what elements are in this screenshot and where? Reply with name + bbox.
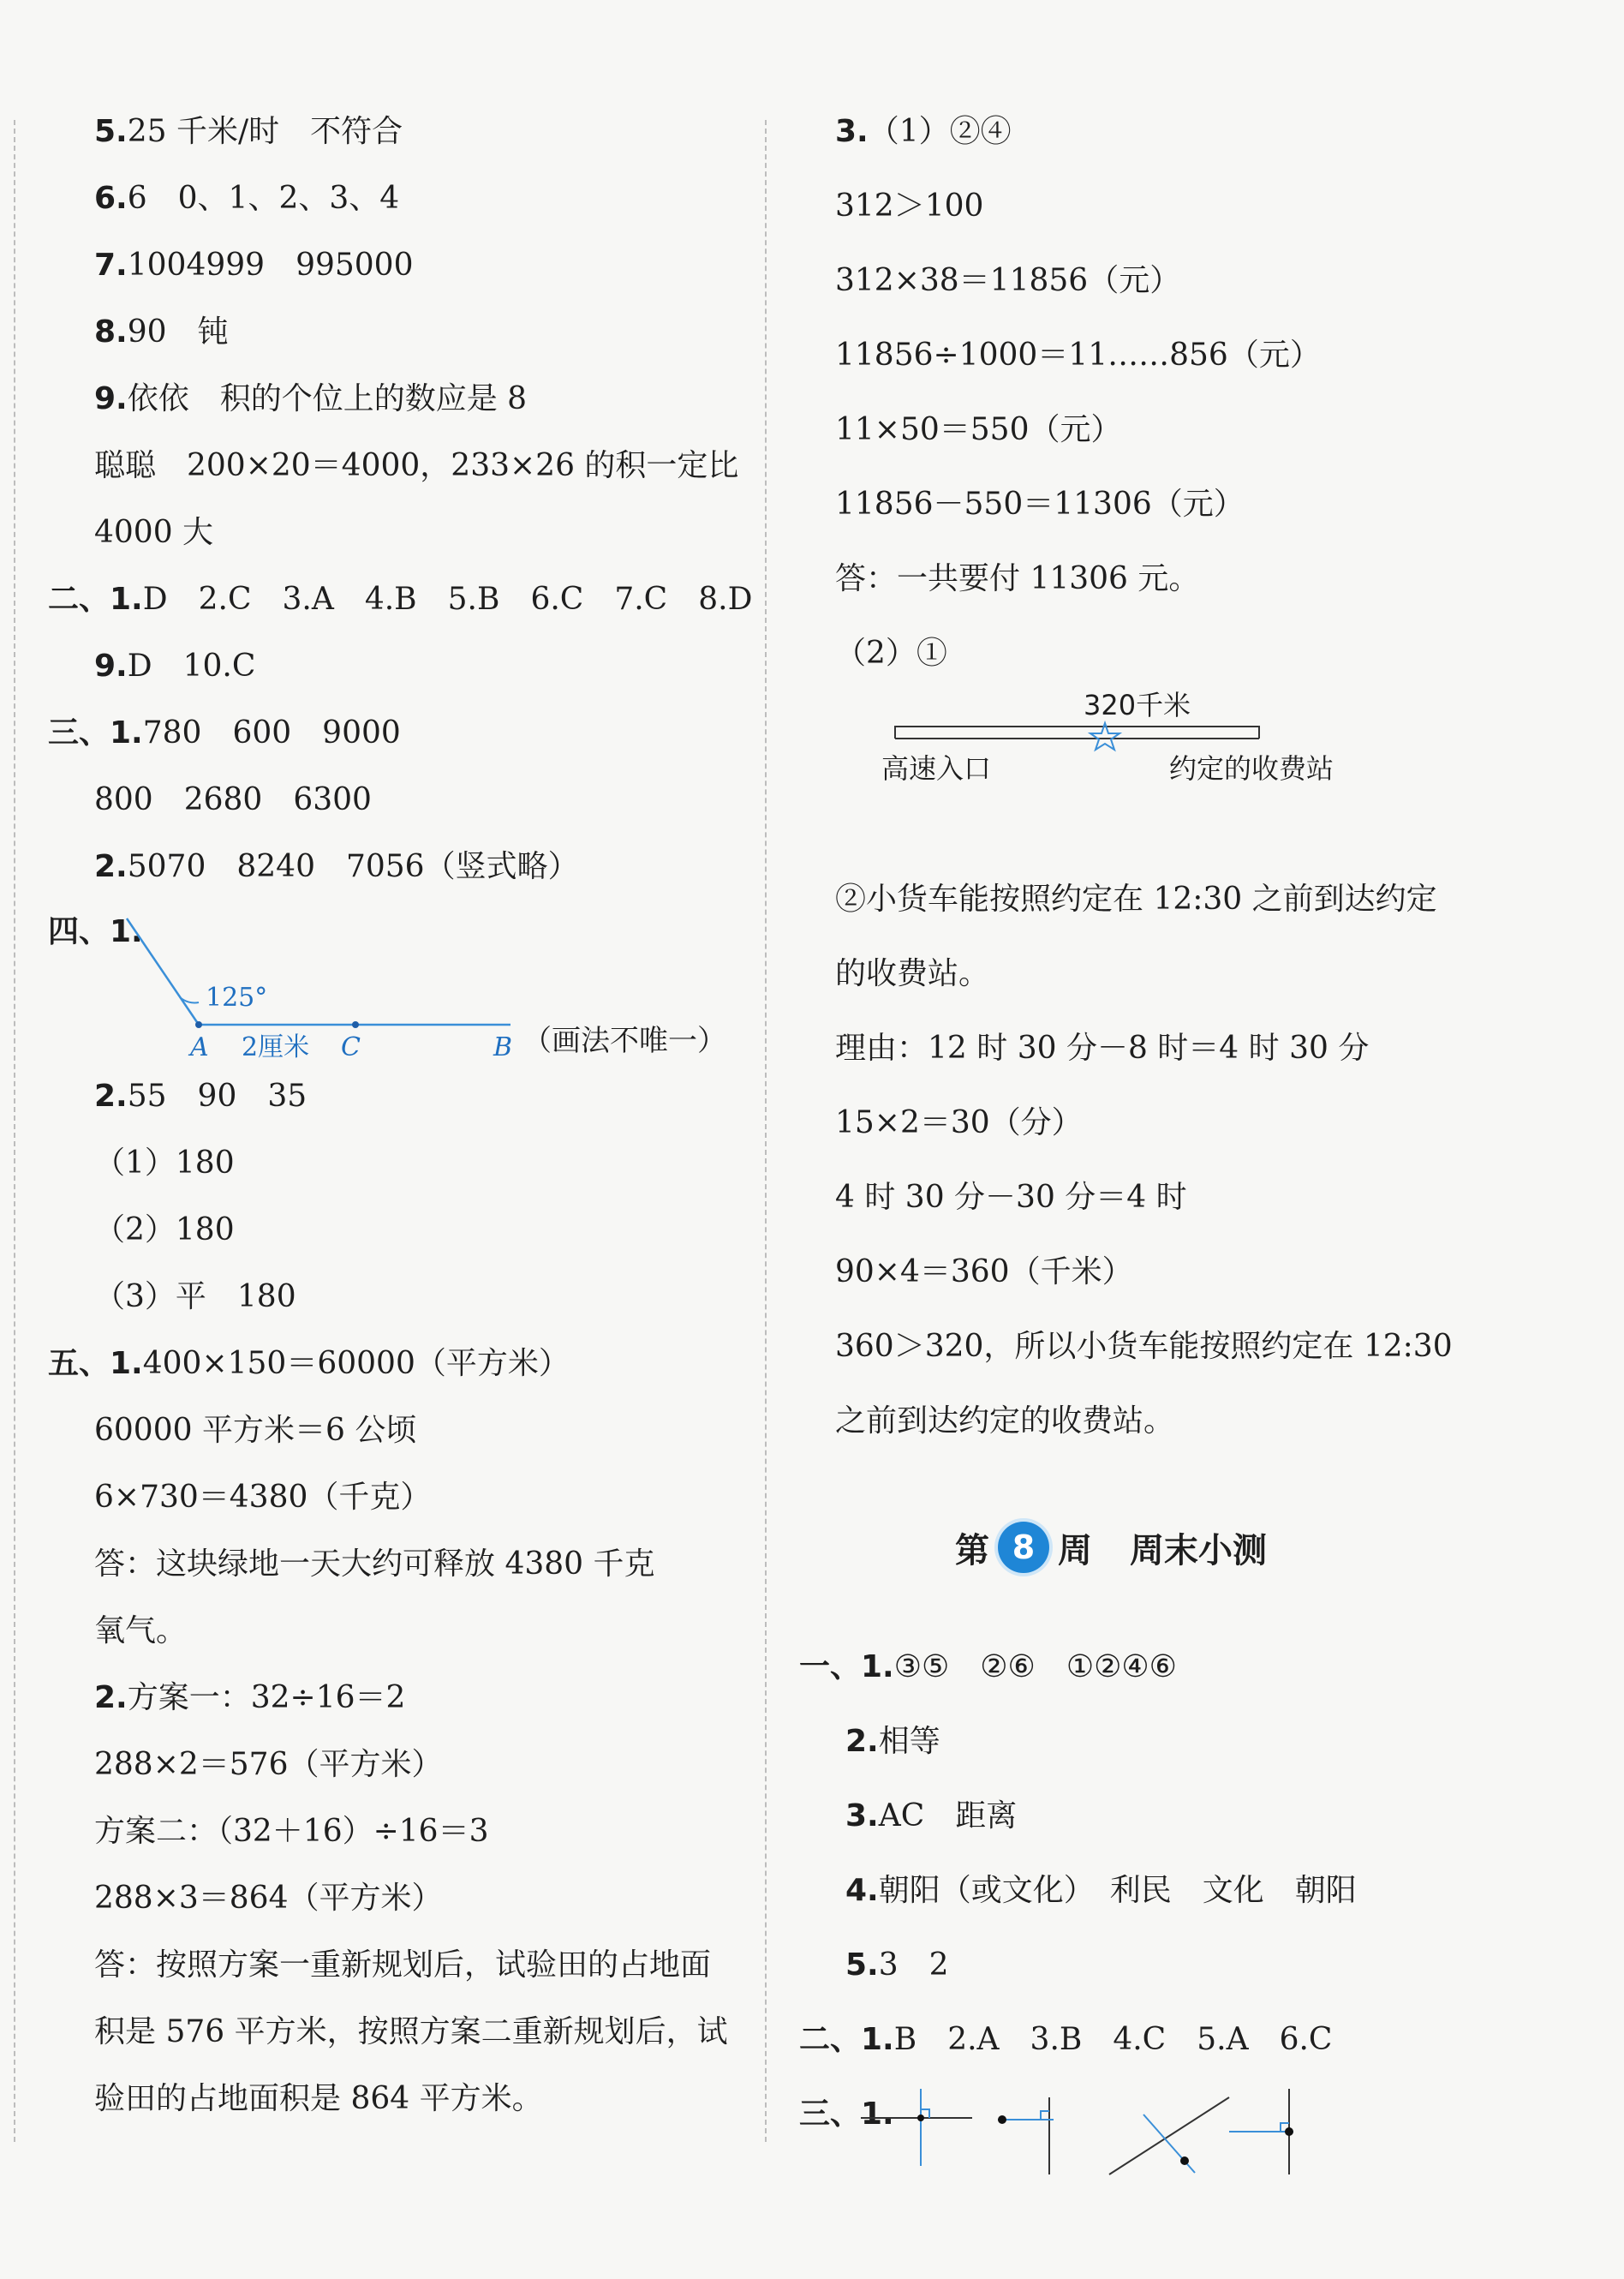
drawing-note: （画法不唯一） bbox=[522, 1024, 726, 1058]
answer-line bbox=[835, 1181, 1503, 1255]
answer-text: 1004999 995000 bbox=[127, 248, 414, 283]
answer-text: 验田的占地面积是 864 平方米。 bbox=[94, 2081, 543, 2116]
answer-text: 4 时 30 分－30 分＝4 时 bbox=[835, 1180, 1187, 1215]
answer-text: 25 千米/时 不符合 bbox=[127, 114, 403, 149]
left-column bbox=[48, 114, 754, 2149]
answer-text: （3）平 180 bbox=[94, 1279, 296, 1314]
answer-line bbox=[51, 2082, 754, 2149]
section4-label: 四、1. bbox=[48, 914, 143, 949]
week-suffix: 周 bbox=[1058, 1530, 1092, 1570]
answer-text: 6×730＝4380（千克） bbox=[94, 1480, 432, 1515]
answer-line bbox=[51, 248, 754, 315]
answer-line bbox=[51, 449, 754, 516]
answer-line bbox=[51, 1213, 754, 1280]
answer-line bbox=[835, 1032, 1503, 1106]
perp-figure-1 bbox=[861, 2089, 972, 2166]
item-number: 五、1. bbox=[48, 1346, 143, 1381]
answer-text: 400×150＝60000（平方米） bbox=[142, 1346, 570, 1381]
distance-figure bbox=[881, 685, 1452, 805]
answer-text: 答：这块绿地一天大约可释放 4380 千克 bbox=[94, 1546, 655, 1582]
answer-line bbox=[835, 1106, 1503, 1181]
answer-text: 之前到达约定的收费站。 bbox=[835, 1403, 1175, 1439]
answer-line bbox=[51, 1948, 754, 2015]
answer-text: 90 钝 bbox=[127, 314, 229, 350]
answer-text: 答：按照方案一重新规划后，试验田的占地面 bbox=[94, 1947, 712, 1983]
answer-line bbox=[51, 2015, 754, 2082]
answer-line bbox=[51, 1748, 754, 1815]
answer-text: AC 距离 bbox=[878, 1798, 1018, 1833]
answer-text: 方案一：32÷16＝2 bbox=[127, 1680, 406, 1715]
item-number: 二、1. bbox=[799, 2022, 894, 2057]
angle-label: 125° bbox=[206, 983, 268, 1013]
point-a-dot bbox=[195, 1021, 202, 1028]
perp-figure-2 bbox=[998, 2097, 1054, 2174]
answer-line bbox=[51, 783, 754, 850]
end-label: 约定的收费站 bbox=[1169, 752, 1334, 785]
answer-text: 积是 576 平方米，按照方案二重新规划后，试 bbox=[94, 2014, 728, 2049]
start-label: 高速入口 bbox=[881, 752, 992, 785]
answer-line bbox=[835, 1255, 1503, 1330]
week-title-block bbox=[835, 1479, 1503, 1650]
answer-text: 理由：12 时 30 分－8 时＝4 时 30 分 bbox=[835, 1031, 1370, 1066]
answer-line bbox=[835, 488, 1503, 562]
section3-block bbox=[799, 2097, 1503, 2200]
section4-block bbox=[48, 914, 754, 1080]
answer-line bbox=[51, 115, 754, 182]
answer-line bbox=[835, 413, 1503, 488]
answer-line bbox=[51, 516, 754, 583]
item-number: 5. bbox=[94, 114, 128, 149]
answer-line bbox=[48, 1347, 754, 1414]
answer-text: 288×2＝576（平方米） bbox=[94, 1747, 443, 1782]
answer-text: 5070 8240 7056（竖式略） bbox=[127, 849, 579, 884]
answer-text: 312×38＝11856（元） bbox=[835, 263, 1181, 298]
item-number: 一、1. bbox=[799, 1649, 894, 1684]
item-number: 2. bbox=[94, 1680, 128, 1715]
answer-line bbox=[51, 1080, 754, 1146]
answer-text: 的收费站。 bbox=[835, 956, 990, 991]
item-number: 2. bbox=[94, 1079, 128, 1114]
answer-text: 11×50＝550（元） bbox=[835, 412, 1122, 447]
answer-text: 朝阳（或文化） 利民 文化 朝阳 bbox=[878, 1873, 1357, 1908]
answer-text: D 2.C 3.A 4.B 5.B 6.C 7.C 8.D bbox=[142, 582, 753, 617]
answer-line bbox=[835, 338, 1503, 413]
perp-figure-3 bbox=[1109, 2097, 1229, 2174]
answer-text: 800 2680 6300 bbox=[94, 782, 372, 817]
answer-line bbox=[835, 189, 1503, 264]
answer-text: ②小货车能按照约定在 12:30 之前到达约定 bbox=[835, 882, 1437, 917]
answer-text: 6 0、1、2、3、4 bbox=[127, 181, 400, 216]
answer-line bbox=[835, 1948, 1503, 2023]
answer-text: 312＞100 bbox=[835, 188, 984, 224]
answer-text: D 10.C bbox=[127, 649, 256, 684]
answer-line bbox=[51, 1881, 754, 1948]
answer-line bbox=[835, 264, 1503, 338]
section3-label: 三、1. bbox=[799, 2097, 894, 2132]
answer-line bbox=[51, 1614, 754, 1681]
answer-line bbox=[835, 562, 1503, 637]
answer-line bbox=[48, 583, 754, 649]
distance-bracket bbox=[895, 727, 1259, 739]
answer-text: 3 2 bbox=[878, 1947, 949, 1983]
answer-line bbox=[51, 382, 754, 449]
item-number: 4. bbox=[845, 1873, 879, 1908]
answer-text: （2）180 bbox=[94, 1212, 235, 1247]
answer-text: 4000 大 bbox=[94, 515, 214, 550]
point-a-label: A bbox=[190, 1032, 209, 1062]
left-answers-part1 bbox=[48, 114, 754, 917]
answer-text: 360＞320，所以小货车能按照约定在 12:30 bbox=[835, 1329, 1453, 1364]
item-number: 2. bbox=[845, 1724, 879, 1759]
answer-text: 依依 积的个位上的数应是 8 bbox=[127, 381, 528, 416]
left-margin-divider bbox=[14, 120, 15, 2142]
right-answers-part2 bbox=[835, 882, 1503, 1479]
answer-line bbox=[51, 1414, 754, 1480]
perp-figure-4 bbox=[1229, 2089, 1293, 2174]
answer-text: B 2.A 3.B 4.C 5.A 6.C bbox=[893, 2022, 1333, 2057]
item-number: 三、1. bbox=[48, 715, 143, 751]
item-number: 5. bbox=[845, 1947, 879, 1983]
item-number: 8. bbox=[94, 314, 128, 350]
answer-line bbox=[51, 649, 754, 716]
answer-line bbox=[835, 1725, 1503, 1799]
answer-text: 11856÷1000＝11……856（元） bbox=[835, 338, 1321, 373]
answer-line bbox=[835, 1799, 1503, 1874]
point-c-dot bbox=[352, 1021, 359, 1028]
right-answers-part3 bbox=[799, 1649, 1503, 2097]
answer-line bbox=[835, 1874, 1503, 1948]
answer-text: 288×3＝864（平方米） bbox=[94, 1881, 443, 1916]
answer-line bbox=[835, 1330, 1503, 1404]
answer-line bbox=[835, 115, 1503, 189]
item-number: 9. bbox=[94, 649, 128, 684]
answer-line bbox=[799, 1650, 1503, 1725]
item-number: 6. bbox=[94, 181, 128, 216]
right-column bbox=[799, 114, 1503, 2200]
week-number-badge: 8 bbox=[998, 1522, 1049, 1573]
answer-text: （1）180 bbox=[94, 1145, 235, 1181]
answer-text: （1）②④ bbox=[868, 114, 1012, 149]
answer-text: 聪聪 200×20＝4000，233×26 的积一定比 bbox=[94, 448, 739, 483]
length-label: 2厘米 bbox=[242, 1032, 310, 1062]
angle-figure bbox=[0, 900, 726, 1062]
left-answers-part2 bbox=[48, 1079, 754, 2149]
answer-text: 780 600 9000 bbox=[142, 715, 401, 751]
answer-text: 相等 bbox=[878, 1724, 940, 1759]
angle-ray bbox=[127, 918, 199, 1025]
answer-line bbox=[835, 1404, 1503, 1479]
answer-line bbox=[51, 1146, 754, 1213]
answer-line bbox=[835, 882, 1503, 957]
item-number: 9. bbox=[94, 381, 128, 416]
answer-line bbox=[48, 716, 754, 783]
answer-line bbox=[51, 1480, 754, 1547]
answer-text: 氧气。 bbox=[94, 1613, 188, 1648]
week-test-title: 周末小测 bbox=[1130, 1530, 1267, 1570]
item-number: 2. bbox=[94, 849, 128, 884]
column-divider bbox=[765, 120, 767, 2142]
answer-line bbox=[51, 182, 754, 248]
answer-text: 11856－550＝11306（元） bbox=[835, 487, 1245, 522]
perpendicular-figures bbox=[861, 2080, 1478, 2183]
distance-label: 320千米 bbox=[1084, 689, 1191, 721]
answer-text: （2）① bbox=[835, 636, 947, 671]
answer-text: 方案二：（32＋16）÷16＝3 bbox=[94, 1814, 489, 1849]
answer-text: 90×4＝360（千米） bbox=[835, 1254, 1133, 1289]
point-b-label: B bbox=[493, 1032, 513, 1062]
item-number: 7. bbox=[94, 248, 128, 283]
segment-block bbox=[835, 689, 1503, 882]
item-number: 3. bbox=[845, 1798, 879, 1833]
item-number: 二、1. bbox=[48, 582, 143, 617]
answer-line bbox=[51, 1681, 754, 1748]
week-prefix: 第 bbox=[955, 1530, 989, 1570]
item-number: 3. bbox=[835, 114, 869, 149]
right-answers-part1 bbox=[835, 115, 1503, 711]
answer-text: 60000 平方米＝6 公顷 bbox=[94, 1413, 417, 1448]
answer-text: 55 90 35 bbox=[127, 1079, 307, 1114]
answer-line bbox=[835, 957, 1503, 1032]
answer-line bbox=[51, 315, 754, 382]
point-c-label: C bbox=[341, 1032, 361, 1062]
answer-text: ③⑤ ②⑥ ①②④⑥ bbox=[893, 1649, 1177, 1684]
answer-line bbox=[51, 1547, 754, 1614]
answer-text: 答：一共要付 11306 元。 bbox=[835, 561, 1200, 596]
answer-line bbox=[51, 1280, 754, 1347]
answer-text: 15×2＝30（分） bbox=[835, 1105, 1083, 1140]
answer-line bbox=[51, 1815, 754, 1881]
week-title bbox=[955, 1522, 1267, 1573]
